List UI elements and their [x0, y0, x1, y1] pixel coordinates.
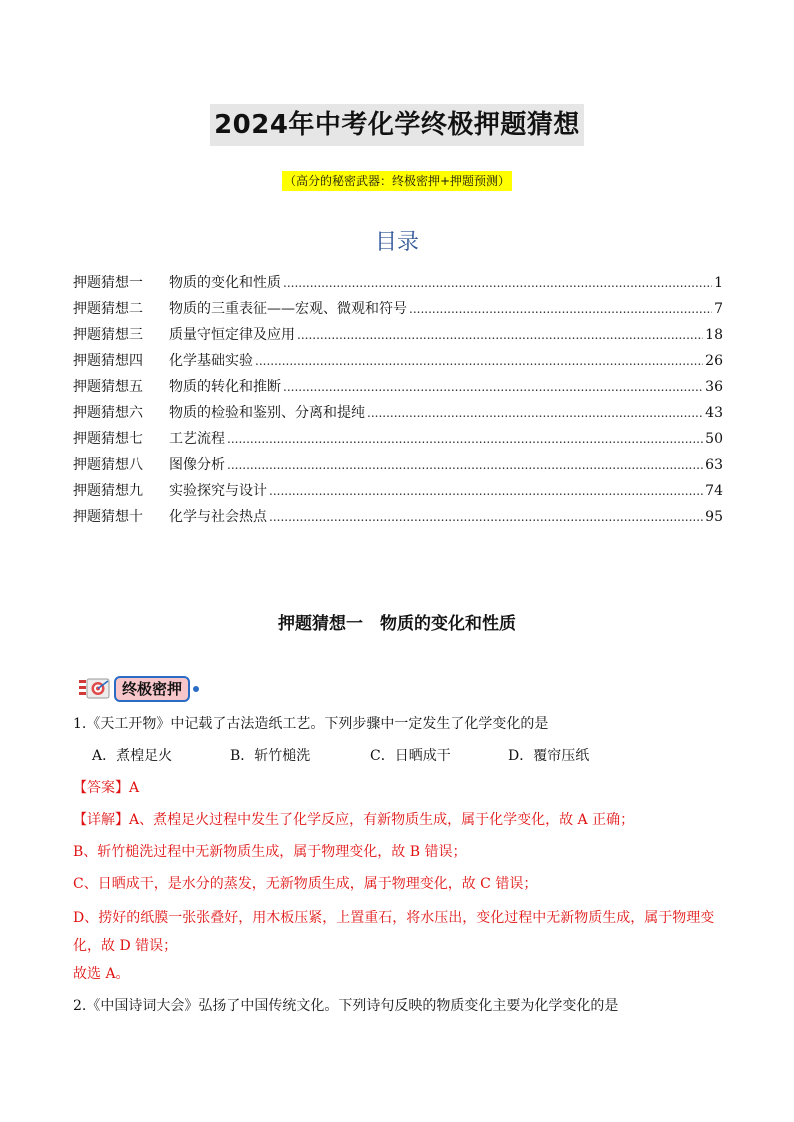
option-a: A．煮楻足火 [92, 748, 173, 764]
answer-line: 【答案】A [73, 780, 140, 796]
toc-leader-dots [367, 400, 703, 426]
toc-entry-title: 工艺流程 [169, 431, 225, 447]
toc-entry-key: 押题猜想二 [73, 301, 143, 317]
toc-leader-dots [227, 452, 703, 478]
explanation-line: D、捞好的纸膜一张张叠好，用木板压紧，上置重石，将水压出，变化过程中无新物质生成，属于物理变化，故 D 错误； [73, 910, 715, 954]
explanation-line: C、日晒成干，是水分的蒸发，无新物质生成，属于物理变化，故 C 错误； [73, 876, 538, 892]
toc-entry-title: 化学基础实验 [169, 353, 253, 369]
toc-entry-page: 1 [714, 275, 723, 291]
toc-entry-title: 物质的检验和鉴别、分离和提纯 [169, 405, 365, 421]
section-badge [78, 674, 199, 704]
toc-entry-page: 43 [705, 405, 723, 421]
toc-entry[interactable] [73, 296, 723, 322]
badge-label: 终极密押 [114, 676, 190, 702]
toc-entry-title: 质量守恒定律及应用 [169, 327, 295, 343]
document-subtitle: （高分的秘密武器：终极密押+押题预测） [282, 171, 512, 191]
toc-entry-page: 95 [705, 509, 723, 525]
toc-entry[interactable] [73, 452, 723, 478]
toc-leader-dots [227, 426, 703, 452]
option-c: C．日晒成干 [370, 748, 451, 764]
toc-leader-dots [409, 296, 712, 322]
toc-entry-page: 63 [705, 457, 723, 473]
toc-leader-dots [283, 270, 712, 296]
explanation-line: 【详解】A、煮楻足火过程中发生了化学反应，有新物质生成，属于化学变化，故 A 正确； [73, 812, 635, 828]
toc-entry[interactable] [73, 374, 723, 400]
toc-entry-page: 7 [714, 301, 723, 317]
toc-entry[interactable] [73, 426, 723, 452]
toc-entry-key: 押题猜想三 [73, 327, 143, 343]
toc-entry-key: 押题猜想八 [73, 457, 143, 473]
table-of-contents [73, 270, 723, 530]
option-b: B．斩竹槌洗 [230, 748, 311, 764]
toc-entry-key: 押题猜想七 [73, 431, 143, 447]
toc-entry[interactable] [73, 504, 723, 530]
explanation-line: B、斩竹槌洗过程中无新物质生成，属于物理变化，故 B 错误； [73, 844, 467, 860]
section-title: 押题猜想一 物质的变化和性质 [278, 614, 516, 634]
document-title: 2024年中考化学终极押题猜想 [210, 104, 584, 146]
toc-entry[interactable] [73, 348, 723, 374]
toc-entry-title: 化学与社会热点 [169, 509, 267, 525]
toc-entry-title: 物质的三重表征——宏观、微观和符号 [169, 301, 407, 317]
option-d: D．覆帘压纸 [508, 748, 590, 764]
toc-leader-dots [269, 504, 703, 530]
toc-entry-title: 物质的变化和性质 [169, 275, 281, 291]
toc-leader-dots [255, 348, 703, 374]
toc-entry-page: 18 [705, 327, 723, 343]
badge-dot [193, 686, 199, 692]
toc-entry[interactable] [73, 270, 723, 296]
toc-entry-page: 26 [705, 353, 723, 369]
toc-entry-key: 押题猜想五 [73, 379, 143, 395]
toc-entry-page: 74 [705, 483, 723, 499]
toc-entry[interactable] [73, 478, 723, 504]
question-stem: 1.《天工开物》中记载了古法造纸工艺。下列步骤中一定发生了化学变化的是 [73, 716, 549, 732]
toc-entry-title: 图像分析 [169, 457, 225, 473]
toc-entry-page: 36 [705, 379, 723, 395]
toc-entry-key: 押题猜想一 [73, 275, 143, 291]
toc-entry[interactable] [73, 400, 723, 426]
toc-entry[interactable] [73, 322, 723, 348]
target-board-icon [78, 677, 112, 701]
toc-entry-key: 押题猜想九 [73, 483, 143, 499]
toc-entry-key: 押题猜想六 [73, 405, 143, 421]
toc-entry-page: 50 [705, 431, 723, 447]
toc-heading: 目录 [374, 230, 419, 255]
question-stem: 2.《中国诗词大会》弘扬了中国传统文化。下列诗句反映的物质变化主要为化学变化的是 [73, 998, 619, 1014]
toc-leader-dots [283, 374, 703, 400]
toc-leader-dots [297, 322, 703, 348]
toc-entry-key: 押题猜想十 [73, 509, 143, 525]
toc-entry-key: 押题猜想四 [73, 353, 143, 369]
conclusion-line: 故选 A。 [73, 966, 130, 982]
toc-leader-dots [269, 478, 703, 504]
answer-options [92, 746, 692, 766]
toc-entry-title: 物质的转化和推断 [169, 379, 281, 395]
toc-entry-title: 实验探究与设计 [169, 483, 267, 499]
